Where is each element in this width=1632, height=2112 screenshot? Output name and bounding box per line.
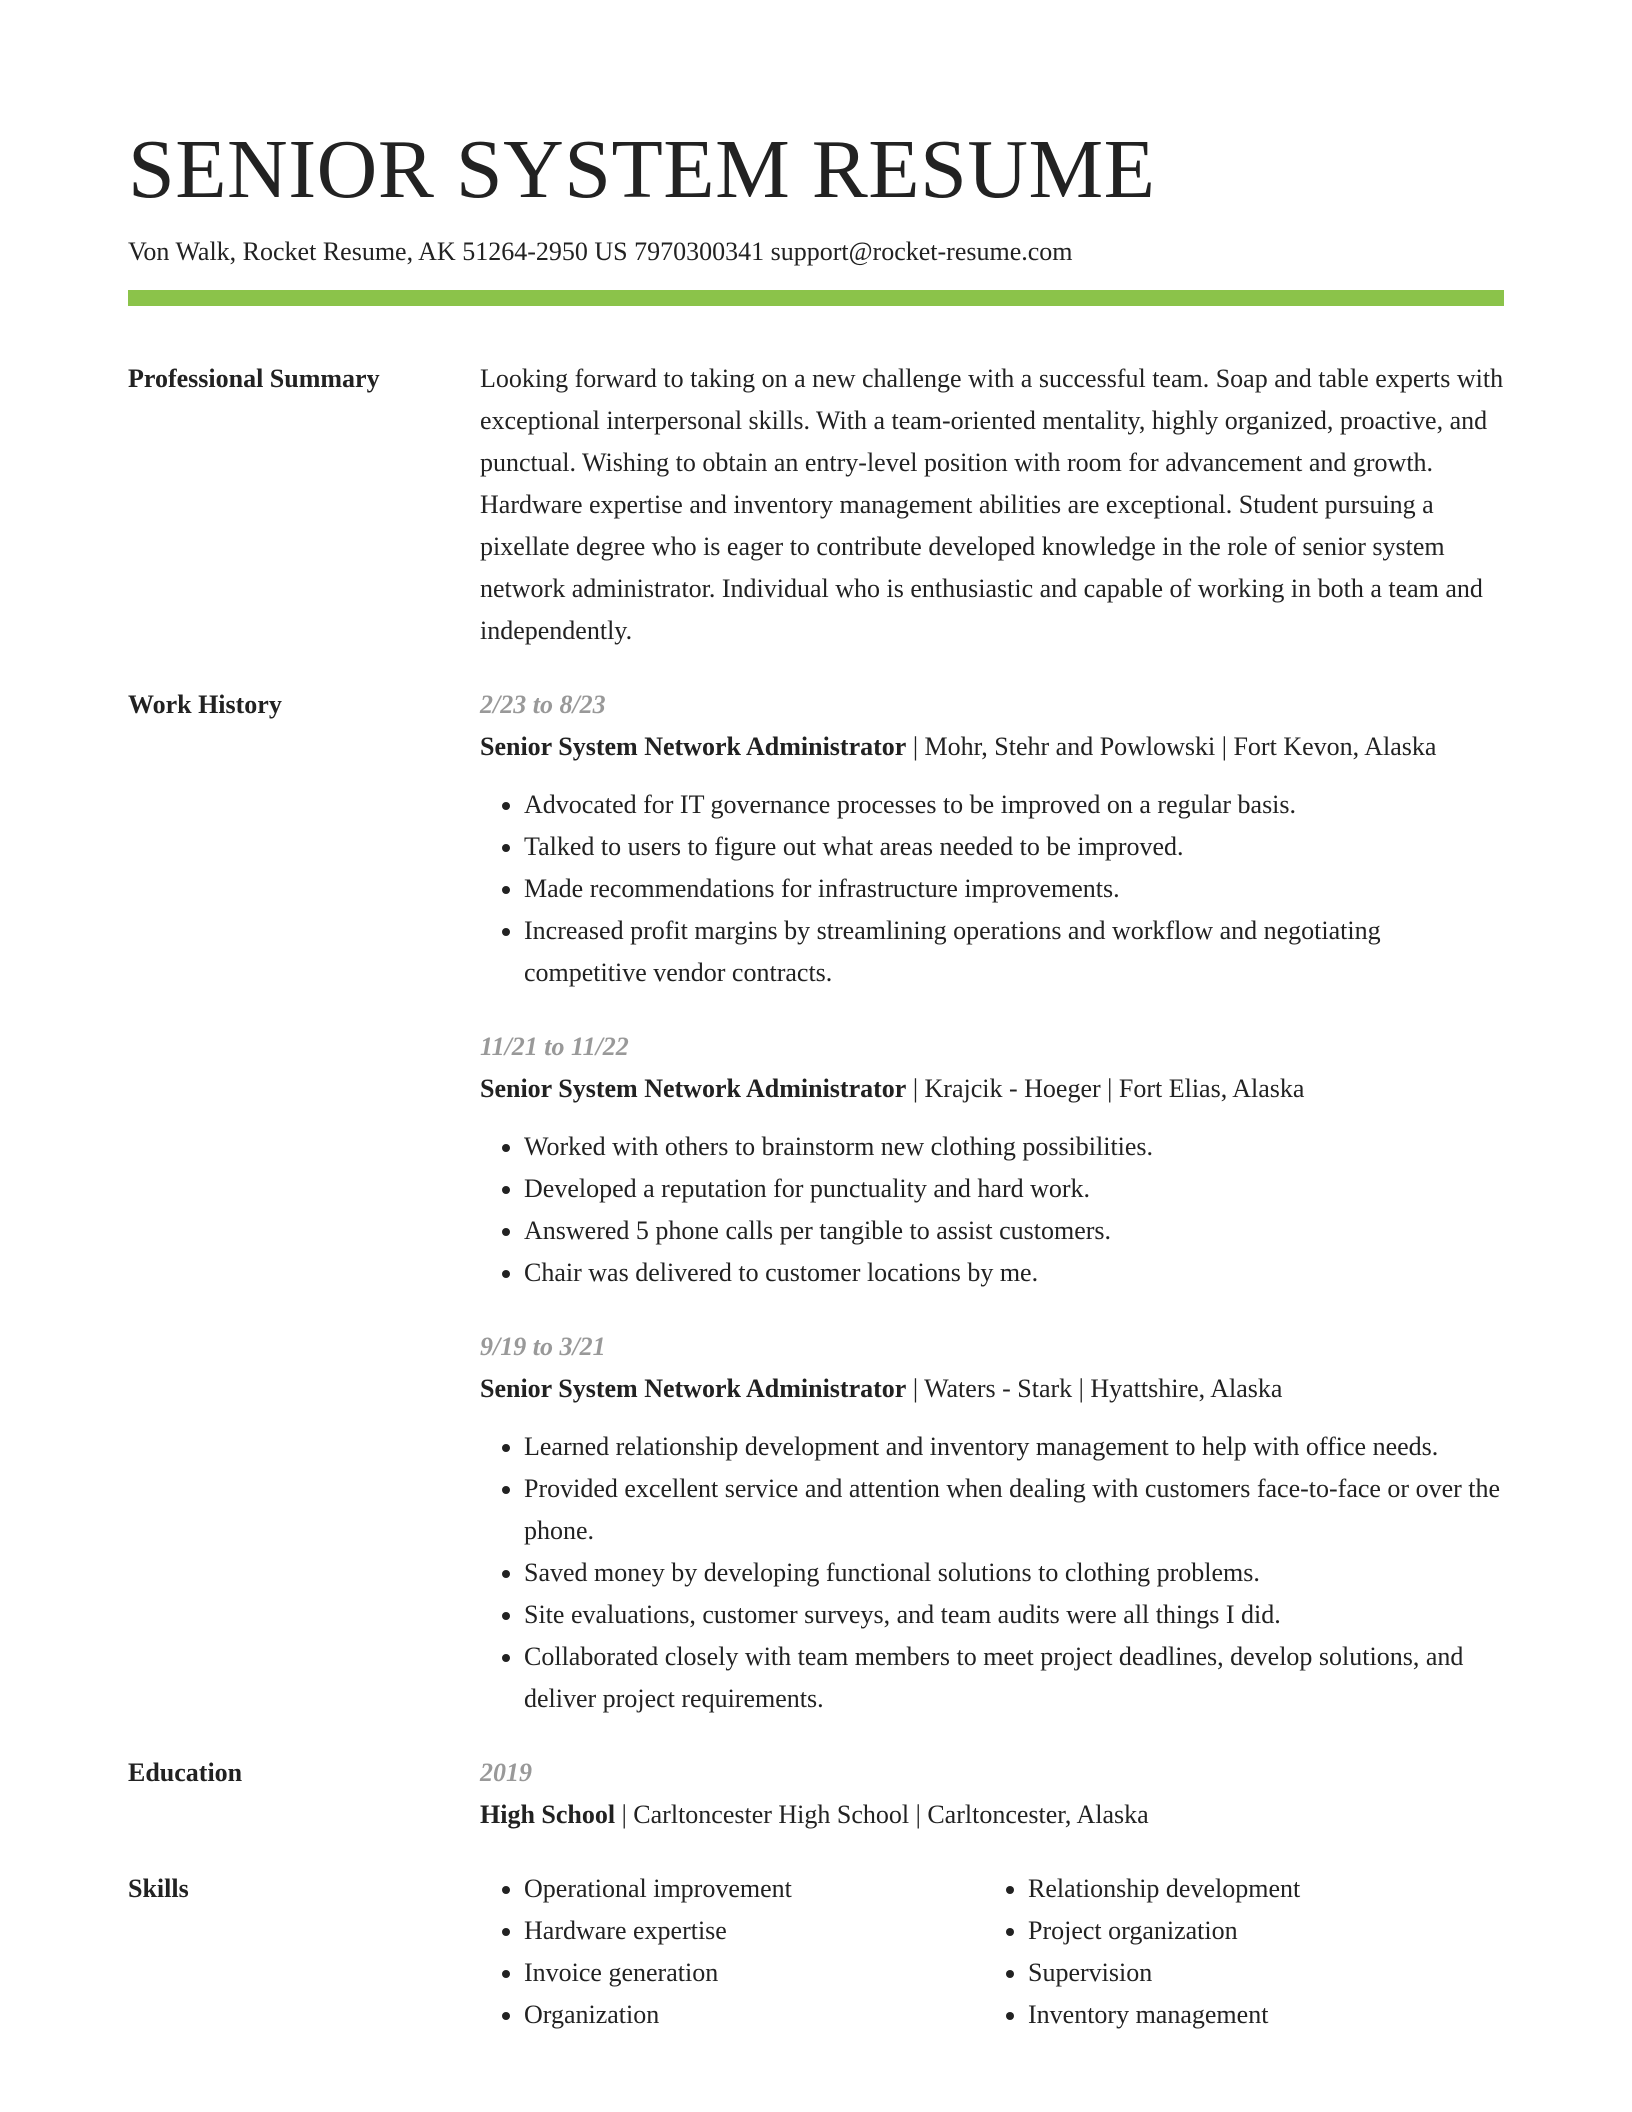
job-entry <box>480 684 1504 994</box>
job-dates: 11/21 to 11/22 <box>480 1032 629 1061</box>
skill-item: • Operational improvement <box>524 1868 984 1910</box>
job-bullet: • Made recommendations for infrastructure improvements. <box>524 868 1504 910</box>
job-bullets <box>480 784 1504 994</box>
job-bullet: • Developed a reputation for punctuality and hard work. <box>524 1168 1504 1210</box>
education-section <box>128 1752 1504 1836</box>
job-dates: 2/23 to 8/23 <box>480 690 606 719</box>
skill-item: • Project organization <box>1028 1910 1488 1952</box>
education-school-location: | Carltoncester High School | Carltoncester, Alaska <box>615 1800 1149 1829</box>
skill-item: • Relationship development <box>1028 1868 1488 1910</box>
summary-section <box>128 358 1504 652</box>
job-company-location: | Mohr, Stehr and Powlowski | Fort Kevon, Alaska <box>906 732 1437 761</box>
job-dates: 9/19 to 3/21 <box>480 1332 606 1361</box>
skills-list-left <box>480 1868 984 2036</box>
job-bullet: • Collaborated closely with team members to meet project deadlines, develop solutions, and deliver project requirements. <box>524 1636 1504 1720</box>
skill-item: • Organization <box>524 1994 984 2036</box>
job-bullet: • Talked to users to figure out what areas needed to be improved. <box>524 826 1504 868</box>
education-heading: Education <box>128 1758 243 1787</box>
job-bullet: • Worked with others to brainstorm new clothing possibilities. <box>524 1126 1504 1168</box>
skill-item: • Supervision <box>1028 1952 1488 1994</box>
job-bullet: • Advocated for IT governance processes to be improved on a regular basis. <box>524 784 1504 826</box>
job-bullet: • Chair was delivered to customer locations by me. <box>524 1252 1504 1294</box>
skills-section <box>128 1868 1504 2036</box>
education-year: 2019 <box>480 1758 532 1787</box>
job-title: Senior System Network Administrator <box>480 1374 907 1403</box>
job-bullet: • Provided excellent service and attention when dealing with customers face-to-face or over the phone. <box>524 1468 1504 1552</box>
summary-text: Looking forward to taking on a new challenge with a successful team. Soap and table experts with exceptional interpersonal skills. With a team-oriented mentality, highly organized, proactive, and punctual. Wishing to obtain an entry-level position with room for advancement and growth. Hardware expertise and inventory management abilities are exceptional. Student pursuing a pixellate degree who is eager to contribute developed knowledge in the role of senior system network administrator. Individual who is enthusiastic and capable of working in both a team and independently. <box>480 364 1504 645</box>
contact-line: Von Walk, Rocket Resume, AK 51264-2950 US 7970300341 support@rocket-resume.com <box>128 237 1073 266</box>
resume-title: SENIOR SYSTEM RESUME <box>128 123 1156 216</box>
job-bullets <box>480 1426 1504 1720</box>
job-bullet: • Site evaluations, customer surveys, and team audits were all things I did. <box>524 1594 1504 1636</box>
skills-body <box>480 1868 1504 2036</box>
skill-item: • Invoice generation <box>524 1952 984 1994</box>
job-company-location: | Waters - Stark | Hyattshire, Alaska <box>906 1374 1283 1403</box>
job-entry <box>480 1326 1504 1720</box>
summary-body <box>480 358 1504 652</box>
skills-heading: Skills <box>128 1874 189 1903</box>
job-heading <box>480 726 1504 768</box>
job-heading <box>480 1068 1504 1110</box>
job-heading <box>480 1368 1504 1410</box>
job-title: Senior System Network Administrator <box>480 1074 907 1103</box>
job-bullet: • Learned relationship development and inventory management to help with office needs. <box>524 1426 1504 1468</box>
job-bullet: • Answered 5 phone calls per tangible to assist customers. <box>524 1210 1504 1252</box>
job-title: Senior System Network Administrator <box>480 732 907 761</box>
skill-item: • Inventory management <box>1028 1994 1488 2036</box>
education-degree: High School <box>480 1800 616 1829</box>
job-bullet: • Increased profit margins by streamlining operations and workflow and negotiating competitive vendor contracts. <box>524 910 1504 994</box>
work-history-body <box>480 684 1504 1720</box>
job-bullet: • Saved money by developing functional solutions to clothing problems. <box>524 1552 1504 1594</box>
skills-list-right <box>984 1868 1488 2036</box>
job-bullets <box>480 1126 1504 1294</box>
skill-item: • Hardware expertise <box>524 1910 984 1952</box>
job-entry <box>480 1026 1504 1294</box>
header-divider <box>128 290 1504 306</box>
job-company-location: | Krajcik - Hoeger | Fort Elias, Alaska <box>906 1074 1305 1103</box>
work-history-section <box>128 684 1504 1720</box>
summary-heading: Professional Summary <box>128 364 380 393</box>
education-body <box>480 1752 1504 1836</box>
work-history-heading: Work History <box>128 690 282 719</box>
education-heading-line <box>480 1794 1504 1836</box>
